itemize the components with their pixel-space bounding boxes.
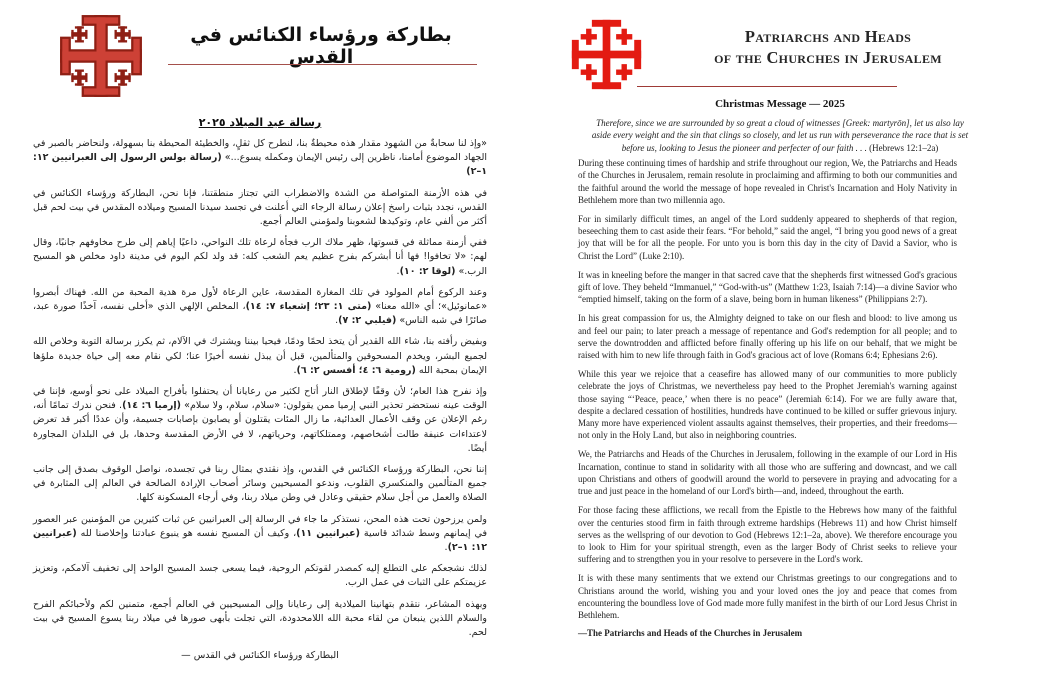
arabic-title-rule <box>168 64 477 65</box>
english-body <box>520 157 1040 621</box>
text-run: (لوقا ٢: ١٠) <box>399 265 456 277</box>
paragraph <box>33 513 487 556</box>
english-subtitle: Christmas Message — 2025 <box>715 98 845 110</box>
text-run: We, the Patriarchs and Heads of the Churches in Jerusalem, following in the example of our Lord in His Incarnation, continue to stand in solidarity with all those who are suffering and downcast, and we call upon Christians and others of goodwill around the world to persevere in praying and advocating for a true and just peace in the homeland of our Lord's birth—and, indeed, throughout the earth. <box>578 449 957 497</box>
text-run: وعند الركوع أمام المولود في تلك المغارة المقدسة، عاين الرعاة لأول مرة هدية المحبة من الله. فهناك أبصروا «عمانوئيل»؛ أي «الله معنا» <box>33 286 488 313</box>
text-run: While this year we rejoice that a ceasefire has allowed many of our communities to more publicly celebrate the joys of Christmas, we nevertheless pay heed to the Prophet Jeremiah's warning against those saying “‘Peace, peace,’ when there is no peace” (Jeremiah 6:14). For we are fully aware that, despite a declared cessation of hostilities, hundreds have continued to be killed or suffer grievous injury. Many more have experienced violent assaults against themselves, their properties, and their freedoms—not only in the Holy Land, but also in neighboring countries. <box>578 369 957 441</box>
english-title-line2: of the Churches in Jerusalem <box>714 48 942 68</box>
arabic-title: بطاركة ورؤساء الكنائس في القدس <box>190 24 452 68</box>
paragraph <box>578 504 957 565</box>
paragraph <box>33 463 487 506</box>
text-run: «وإذ لنا سحابةٌ من الشهود مقدار هذه محيطةٌ بنا، لنطرح كل ثقلٍ، والخطيئة المحيطة بنا بسهولة، ولنحاضر بالصبر في الجهاد الموضوع أمامنا، ناظرين إلى رئيس الإيمان ومكمله يسوع...» <box>33 138 487 164</box>
text-run: وإذ نفرح هذا العام؛ لأن وقفًا لإطلاق النار أتاح لكثير من رعايانا أن يحتفلوا بأفراح الميلاد على نحو أوسع، فإننا في الوقت عينه نستحضر تحذير النبي إرميا ممن يقولون: «سلام، سلام، ولا سلام» <box>33 386 488 412</box>
paragraph <box>33 286 487 329</box>
text-run: ولمن يرزحون تحت هذه المحن، نستذكر ما جاء في الرسالة إلى العبرانيين عن ثبات كثيرين من المؤمنين عبر العصور في إيمانهم وسط شدائد قاسية <box>33 513 488 539</box>
text-run: ففي أزمنة مماثلة في قسوتها، ظهر ملاك الرب فجأة لرعاة تلك النواحي، داعيًا إياهم إلى طرح مخاوفهم جانبًا، وقال لهم: «لا تخافوا! فها أنا أبشركم بفرح عظيم يعم الشعب كله: قد ولد لكم اليوم في مدينة داود مخلص هو المسيح الرب.» <box>33 237 487 277</box>
paragraph <box>578 368 957 441</box>
text-run: . <box>293 364 297 376</box>
text-run: ، وكيف أن المسيح نفسه هو ينبوع عبادتنا وإخلاصنا لله <box>76 527 297 539</box>
text-run: إننا نحن، البطاركة ورؤساء الكنائس في القدس، وإذ نقتدي بمثال ربنا في تجسده، نواصل الوقوف بصدق إلى جانب جميع المتألمين والمنكسري القلوب، وندعو المسيحيين وسائر أصحاب الإرادة الصالحة في العالم إلى المثابرة في الصلاة والعمل من أجل سلام حقيقي وعادل في وطن ميلاد ربنا، وفي أرجاء المسكونة كلها. <box>33 464 487 504</box>
paragraph <box>578 312 957 361</box>
paragraph <box>578 213 957 262</box>
jerusalem-cross-icon <box>568 16 645 93</box>
jerusalem-cross-outline-icon <box>54 11 148 101</box>
text-run: (عبرانيين ١٢: ١–٢) <box>33 527 487 554</box>
arabic-body <box>0 187 520 641</box>
text-run: It is with these many sentiments that we extend our Christmas greetings to our congregations and to Christians around the world, wishing you and your loved ones the joy and peace that comes from encountering the boundless love of God made more fully manifest in the birth of our Lord Jesus Christ in Bethlehem. <box>578 573 957 620</box>
arabic-page-header <box>0 0 520 104</box>
paragraph <box>33 562 487 590</box>
text-run: ، المخلص الإلهي الذي «أخلى نفسه، آخذًا صورة عبد، صائرًا في شبه الناس» <box>33 301 487 327</box>
paragraph <box>578 448 957 497</box>
text-run: (فيلبي ٢: ٧) <box>338 315 397 327</box>
arabic-signature: — البطاركة ورؤساء الكنائس في القدس <box>181 650 339 662</box>
paragraph <box>33 598 487 641</box>
text-run: (رسالة بولس الرسول إلى العبرانيين ١٢: ١–٢) <box>33 152 487 178</box>
text-run: In his great compassion for us, the Almighty deigned to take on our flesh and blood: to live among us and feel our pain; to later preach a message of repentance and God's redemption for all people; and to serve the downtrodden and afflicted before finally offering up his life on our behalf, that we might be raised with him to new life through faith in God's gracious act of love (Romans 6:4; Ephesians 2:6). <box>578 313 957 361</box>
text-run: . <box>396 265 400 277</box>
text-run: (إرميا ٦: ١٤) <box>122 400 181 412</box>
english-epigraph <box>520 117 1040 154</box>
arabic-epigraph <box>0 137 520 180</box>
text-run: في هذه الأزمنة المتواصلة من الشدة والاضطراب التي تجتاز منطقتنا، فإنا نحن، البطاركة ورؤساء الكنائس في القدس، نجدد بثبات راسخ إعلان رسالة الرجاء التي أعلنت في تجسد سيدنا المسيح وميلاده المقدس في بيت لحم قبل أكثر من ألفي عام، وتوكيدها لشعوبنا ولمؤمني العالم أجمع. <box>33 187 487 228</box>
text-run: (Hebrews 12:1–2a) <box>869 142 939 153</box>
paragraph <box>578 269 957 306</box>
paragraph <box>33 335 487 378</box>
arabic-subtitle: رسالة عيد الميلاد ٢٠٢٥ <box>198 116 322 129</box>
text-run: For in similarly difficult times, an angel of the Lord suddenly appeared to shepherds of that region, beseeching them to cast aside their fears. “For behold,” said the angel, “I bring you good news of a great joy that will be for all the people. For unto you is born this day in the city of David a Savior, who is Christ the Lord” (Luke 2:10). <box>578 214 957 261</box>
text-run: It was in kneeling before the manger in that sacred cave that the shepherds first witnessed God's gracious gift of love. They beheld “Immanuel,” “God-with-us” (Matthew 1:23, Isaiah 7:14)—a divine Savior who “emptied himself, taking on the form of a slave, being born in human likeness” (Philippians 2:7). <box>578 269 957 305</box>
paragraph <box>578 157 957 206</box>
text-run: For those facing these afflictions, we recall from the Epistle to the Hebrews how many of the faithful over the centuries stood firm in faith through extreme hardships (Hebrews 11) and how Christ himself serves as the wellspring of our devotion to God (Hebrews 12:1–2a, above). We therefore encourage you to look to Him for your spiritual strength, even as the larger Body of Christ seeks to relieve your suffering and to strengthen you in your resolve to persevere in the Lord's work. <box>578 505 957 565</box>
text-run: وبهذه المشاعر، نتقدم بتهانينا الميلادية إلى رعايانا وإلى المسيحيين في العالم أجمع، متمنين لكم ولأحبائكم الفرح والسلام اللذين ينبعان من لقاء محبة الله اللامحدودة، التي تجلت بأبهى صورها في ميلاد ربنا يسوع المسيح في بيت لحم. <box>33 598 487 639</box>
text-run: . فنحن ندرك تمامًا أنه، رغم الإعلان عن وقف الأعمال العدائية، ما زال المئات يقتلون أو يصابون بإصابات جسيمة، وأن عددًا أكبر قد تعرض لاعتداءات عنيفة طالت أشخاصهم، وممتلكاتهم، وحرياتهم، لا في الأرض المقدسة وحدها، بل في البلدان المجاورة أيضًا. <box>33 400 487 454</box>
text-run: . <box>444 542 448 554</box>
text-run: . <box>335 315 339 327</box>
english-title <box>638 26 1018 69</box>
english-title-line1: Patriarchs and Heads <box>744 27 912 46</box>
paragraph <box>33 236 487 279</box>
paragraph <box>33 385 487 456</box>
text-run: (عبرانيين ١١) <box>296 527 361 539</box>
english-page-header <box>520 0 1040 92</box>
text-run: (رومية ٦: ٤؛ أفسس ٢: ٦) <box>296 364 416 376</box>
english-page <box>520 0 1040 678</box>
english-signature: —The Patriarchs and Heads of the Churches in Jerusalem <box>578 628 803 639</box>
text-run: Therefore, since we are surrounded by so great a cloud of witnesses [Greek: martyrōn], let us also lay aside every weight and the sin that clings so closely, and let us run with perseverance the race that is set before us, looking to Jesus the pioneer and perfecter of our faith . . . <box>591 118 969 153</box>
text-run: (متى ١: ٢٣؛ إشعياء ٧: ١٤) <box>245 301 372 313</box>
text-run: وبفيض رأفته بنا، شاء الله القدير أن يتخذ لحمًا ودمًا، فيحيا بيننا ويشترك في الآلام، ثم يكرز برسالة التوبة وخلاص الله لجميع البشر، ويخدم المسحوقين والمتألمين، قبل أن يبذل نفسه أخيرًا عنا؛ لكي نقام معه إلى حياة جديدة ملؤها الإيمان بمحبة الله <box>33 336 487 376</box>
text-run: لذلك نشجعكم على التطلع إليه كمصدر لقوتكم الروحية، فيما يسعى جسد المسيح الواحد إلى تخفيف آلامكم، وتعزيز عزيمتكم على الثبات في عمل الرب. <box>33 563 487 589</box>
paragraph <box>33 187 487 230</box>
paragraph <box>578 572 957 621</box>
text-run: During these continuing times of hardship and strife throughout our region, We, the Patriarchs and Heads of the Churches in Jerusalem, remain resolute in proclaiming and affirming to both our communities and the faithful around the world the message of hope revealed in Christ's Incarnation and Holy Nativity in Bethlehem more than two millennia ago. <box>578 158 957 205</box>
english-title-rule <box>637 86 897 87</box>
